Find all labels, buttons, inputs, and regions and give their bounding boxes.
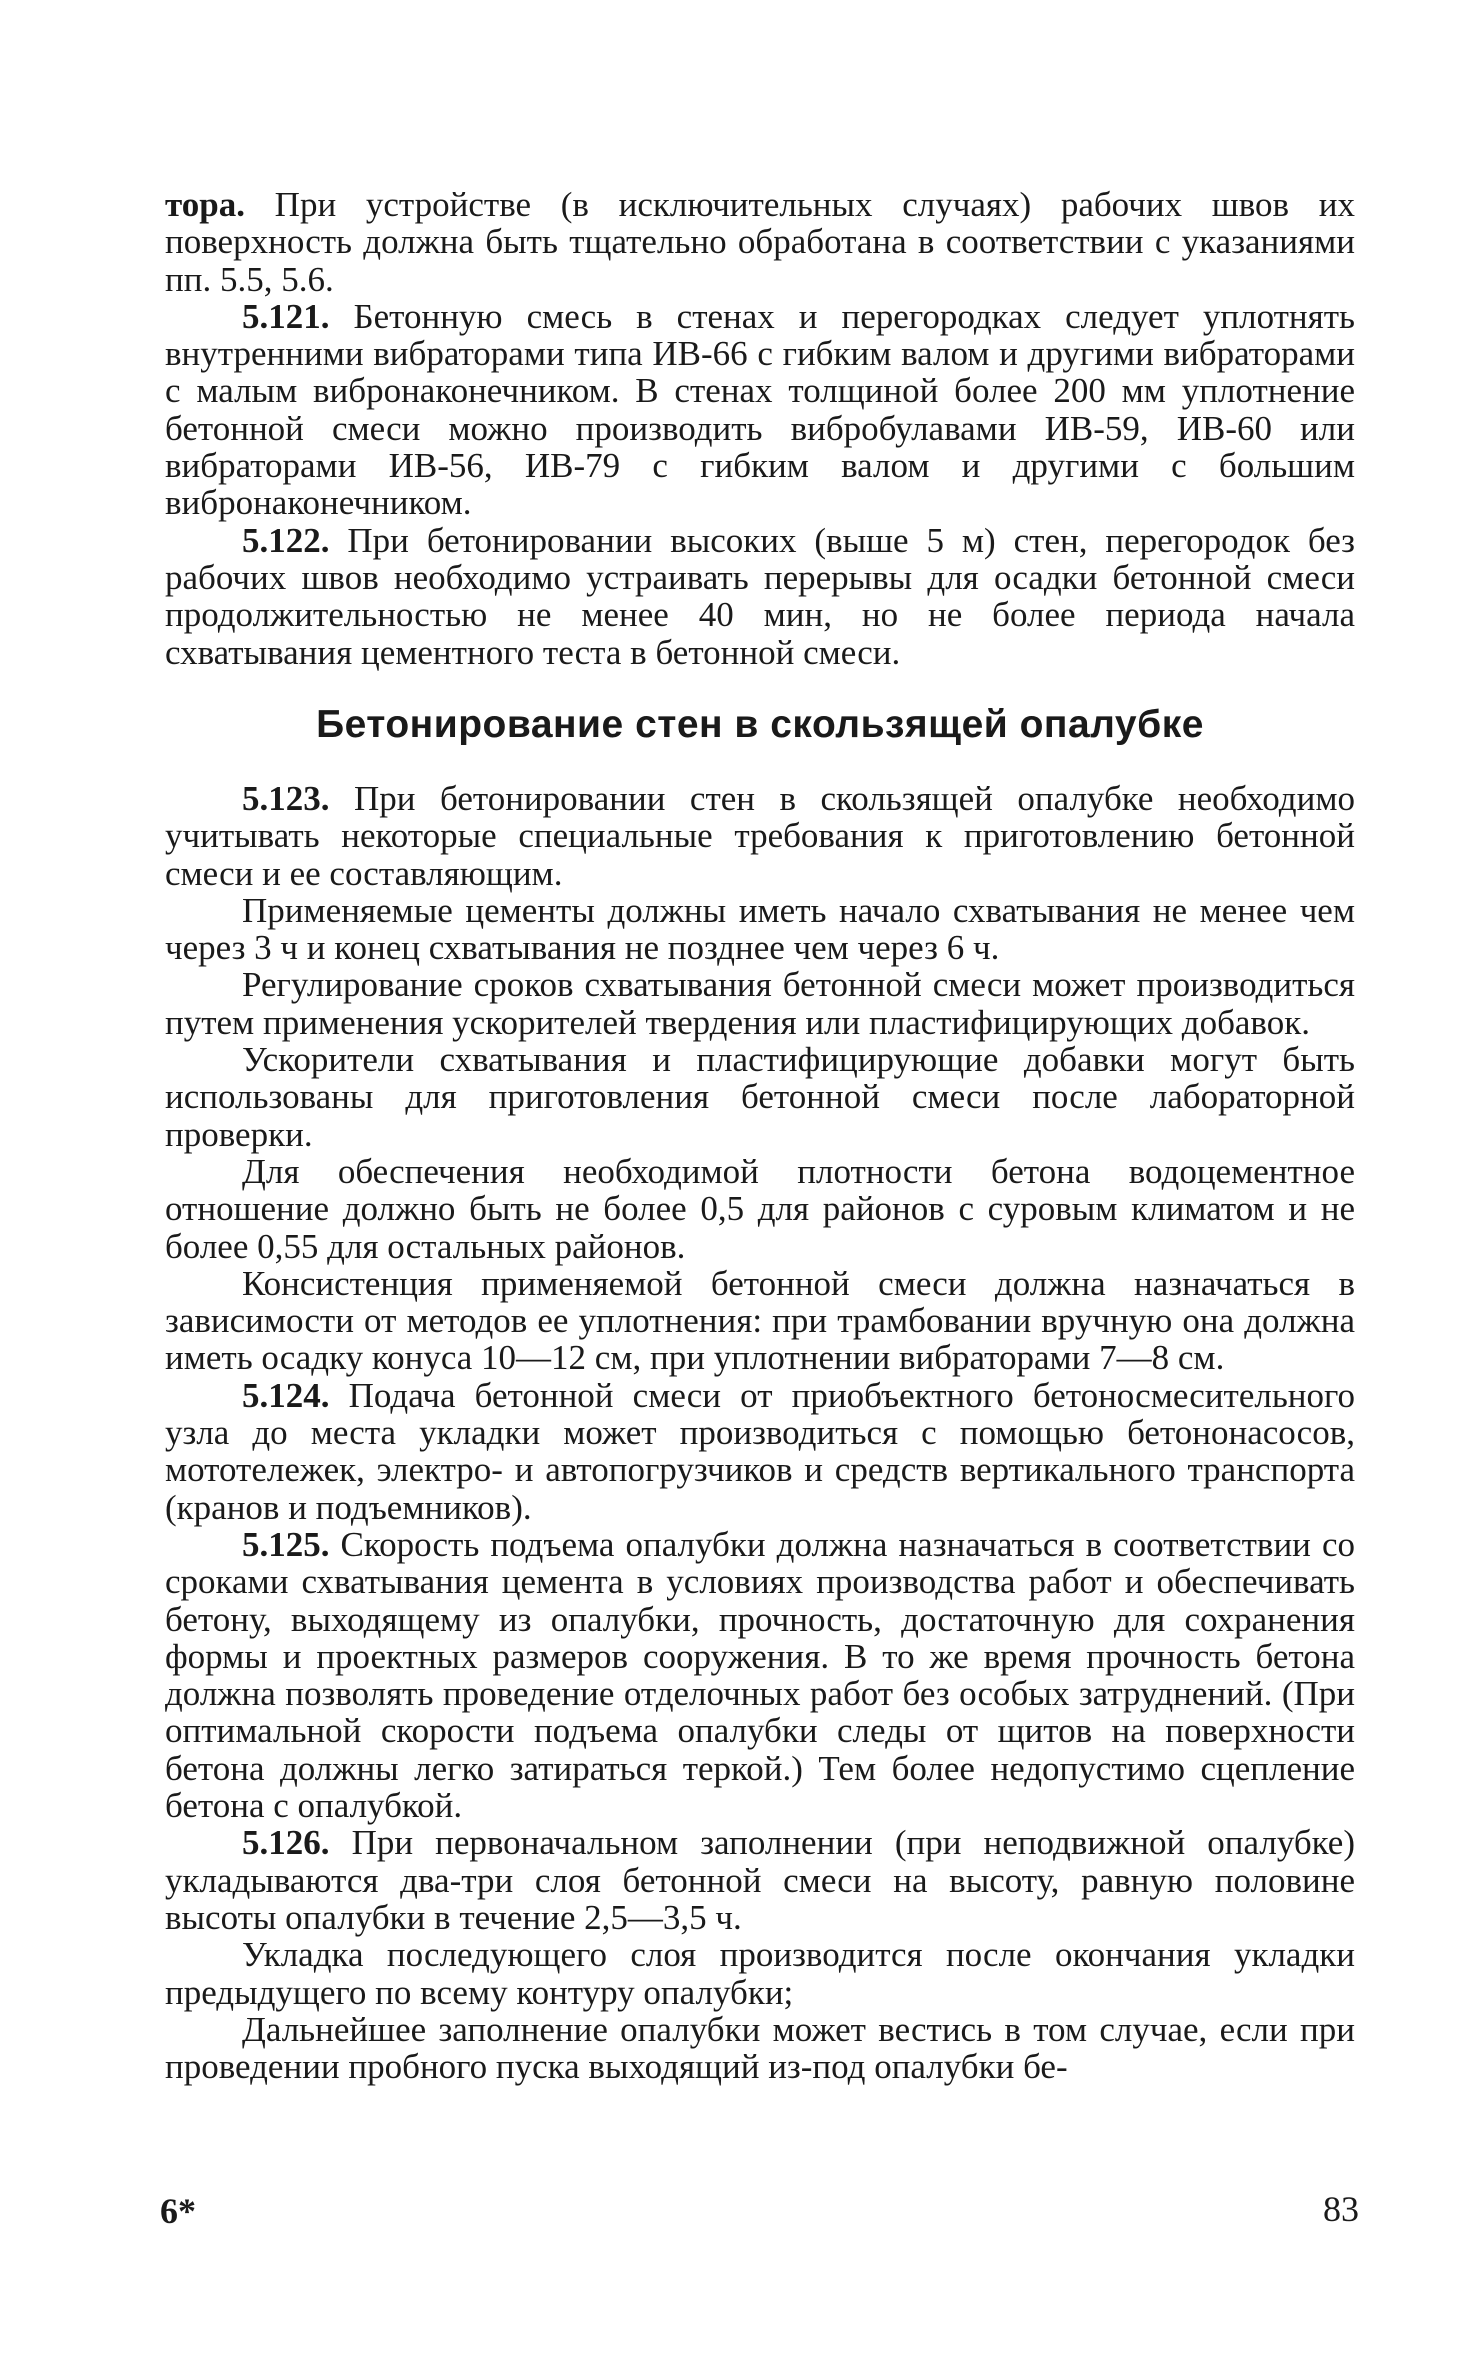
paragraph-cements: Применяемые цементы должны иметь начало схватывания не менее чем через 3 ч и конец схватывания не позднее чем через 6 ч. <box>165 890 1355 968</box>
clause-number: 5.121. <box>242 296 330 336</box>
paragraph-lead: тора. <box>165 185 245 224</box>
paragraph-5-121 <box>165 298 1355 522</box>
paragraph-text: Бетонную смесь в стенах и перегородках следует уплотнять внутренними вибраторами типа ИВ-66 с гибким валом и другими вибраторами с малым вибронаконечником. В стенах толщиной более 200 мм уплотнение бетонной смеси можно производить вибробулавами ИВ-59, ИВ-60 или вибраторами ИВ-56, ИВ-79 с гибким валом и другими с большим вибронаконечником. <box>165 296 1355 523</box>
clause-number: 5.123. <box>242 779 330 818</box>
clause-number: 5.124. <box>242 1375 330 1415</box>
section-heading: Бетонирование стен в скользящей опалубке <box>316 703 1204 746</box>
paragraph-text: Скорость подъема опалубки должна назначаться в соответствии со сроками схватывания цемента в условиях производства работ и обеспечивать бетону, выходящему из опалубки, прочность, достаточную для сохранения формы и проектных размеров сооружения. В то же время прочность бетона должна позволять проведение отделочных работ без особых затруднений. (При оптимальной скорости подъема опалубки следы от щитов на поверхности бетона должны легко затираться теркой.) Тем более недопустимо сцепление бетона с опалубкой. <box>165 1524 1355 1826</box>
paragraph-5-124 <box>165 1377 1355 1526</box>
clause-number: 5.125. <box>242 1524 330 1564</box>
top-text-block <box>165 186 1355 671</box>
paragraph-regulation: Регулирование сроков схватывания бетонной смеси может производиться путем применения ускорителей твердения или пластифицирующих добавок. <box>165 965 1355 1042</box>
paragraph-text: При бетонировании стен в скользящей опалубке необходимо учитывать некоторые специальные требования к приготовлению бетонной смеси и ее составляющим. <box>165 779 1355 893</box>
paragraph-consistency: Консистенция применяемой бетонной смеси должна назначаться в зависимости от методов ее уплотнения: при трамбовании вручную она должна иметь осадку конуса 10—12 см, при уплотнении вибраторами 7—8 см. <box>165 1263 1355 1378</box>
paragraph-5-126 <box>165 1824 1355 1936</box>
paragraph-text: При бетонировании высоких (выше 5 м) стен, перегородок без рабочих швов необходимо устраивать перерывы для осадки бетонной смеси продолжительностью не менее 40 мин, но не более периода начала схватывания цементного теста в бетонной смеси. <box>165 520 1355 672</box>
main-text-block <box>165 780 1355 2085</box>
paragraph-accelerators: Ускорители схватывания и пластифицирующие добавки могут быть использованы для приготовления бетонной смеси после лабораторной проверки. <box>165 1040 1355 1154</box>
paragraph-text: При первоначальном заполнении (при неподвижной опалубке) укладываются два-три слоя бетонной смеси на высоту, равную половине высоты опалубки в течение 2,5—3,5 ч. <box>165 1823 1355 1937</box>
page-number: 83 <box>1323 2189 1359 2229</box>
signature-mark: 6* <box>160 2191 196 2231</box>
paragraph-text: Подача бетонной смеси от приобъектного бетоносмесительного узла до места укладки может производиться с помощью бетононасосов, мототележек, электро- и автопогрузчиков и средств вертикального транспорта (кранов и подъемников). <box>165 1375 1355 1527</box>
paragraph-next-layer: Укладка последующего слоя производится после окончания укладки предыдущего по всему контуру опалубки; <box>165 1935 1355 2012</box>
paragraph-further-filling: Дальнейшее заполнение опалубки может вестись в том случае, если при проведении пробного пуска выходящий из-под опалубки бе- <box>165 2009 1355 2087</box>
paragraph-5-122 <box>165 522 1355 671</box>
paragraph-text: При устройстве (в исключительных случаях) рабочих швов их поверхность должна быть тщательно обработана в соответствии с указаниями пп. 5.5, 5.6. <box>165 185 1356 299</box>
clause-number: 5.126. <box>242 1823 330 1863</box>
paragraph-5-125 <box>165 1526 1355 1824</box>
paragraph-5-123 <box>165 780 1355 892</box>
paragraph-continuation <box>165 186 1355 298</box>
clause-number: 5.122. <box>242 520 330 560</box>
paragraph-density: Для обеспечения необходимой плотности бетона водоцементное отношение должно быть не более 0,5 для районов с суровым климатом и не более 0,55 для остальных районов. <box>165 1151 1355 1266</box>
